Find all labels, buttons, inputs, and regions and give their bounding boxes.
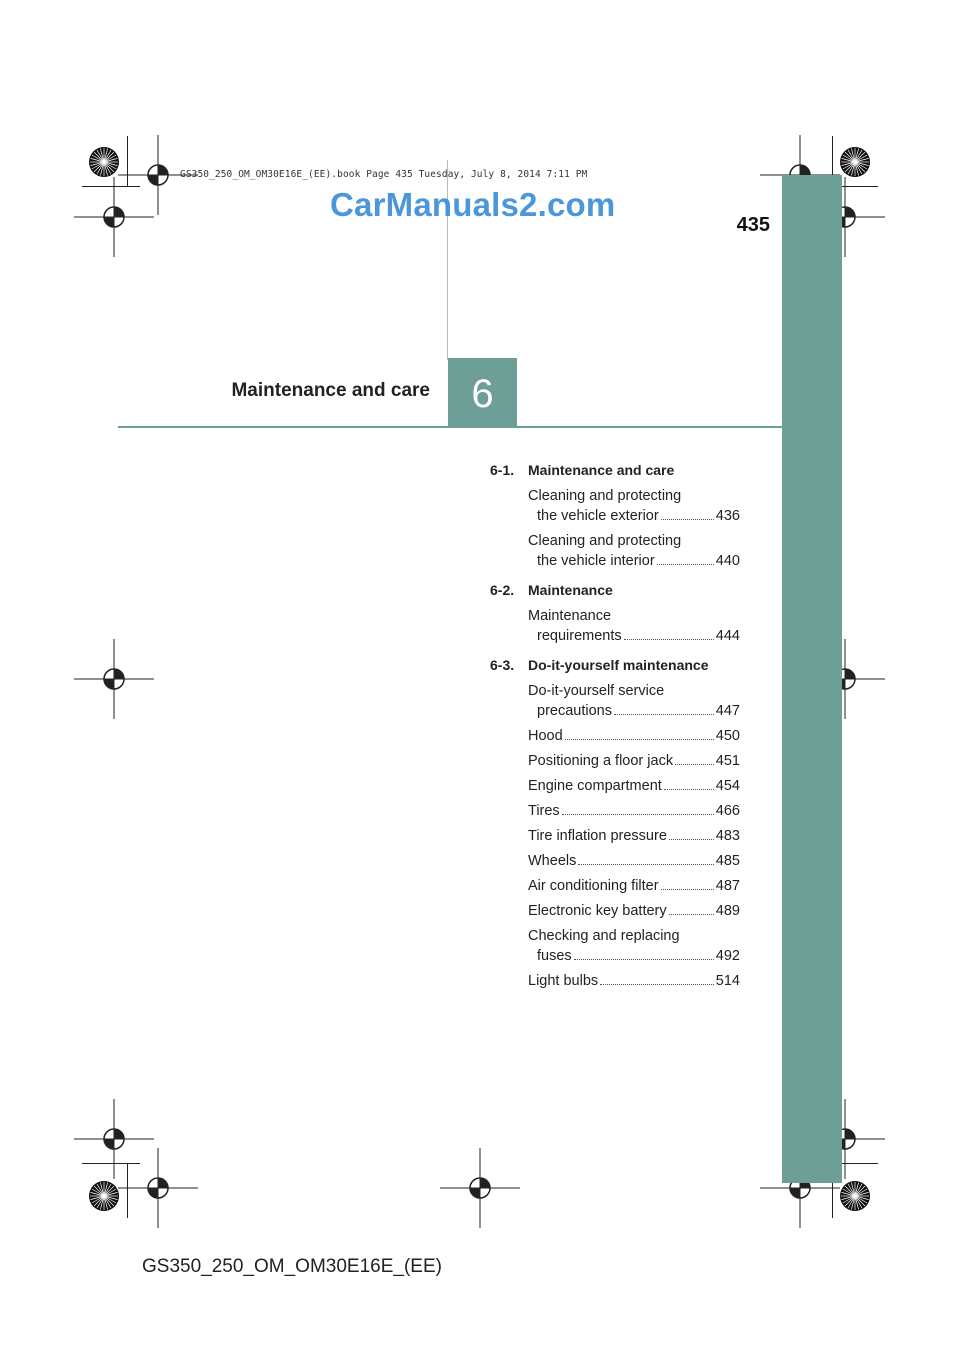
registration-starburst-icon (839, 1180, 871, 1212)
entry-page-number: 483 (715, 828, 740, 844)
entry-title: the vehicle exterior (537, 508, 659, 524)
section-title: Do-it-yourself maintenance (528, 657, 709, 673)
toc-entry[interactable] (490, 926, 740, 966)
toc-section-heading[interactable] (490, 579, 740, 601)
dot-leader (574, 959, 714, 960)
section-number: 6-3. (490, 657, 515, 673)
toc-entry[interactable] (490, 606, 740, 646)
entry-page-number: 514 (715, 973, 740, 989)
entry-title: Air conditioning filter (528, 878, 659, 894)
entry-page-number: 485 (715, 853, 740, 869)
entry-page-number: 447 (715, 703, 740, 719)
table-of-contents (490, 459, 740, 999)
entry-title: fuses (537, 948, 572, 964)
registration-starburst-icon (88, 1180, 120, 1212)
entry-page-number: 440 (715, 553, 740, 569)
registration-starburst-icon (88, 146, 120, 178)
entry-title: Electronic key battery (528, 903, 667, 919)
dot-leader (669, 914, 714, 915)
toc-entry[interactable] (490, 531, 740, 571)
entry-page-number: 487 (715, 878, 740, 894)
toc-entry[interactable] (490, 876, 740, 896)
entry-title: Cleaning and protecting (528, 533, 682, 549)
entry-title: Wheels (528, 853, 577, 869)
chapter-tab-band (782, 175, 842, 1183)
dot-leader (664, 789, 714, 790)
entry-page-number: 466 (715, 803, 740, 819)
registration-crosshair-icon (440, 1148, 520, 1228)
toc-entry[interactable] (490, 971, 740, 991)
section-number: 6-1. (490, 462, 515, 478)
registration-crosshair-icon (118, 1148, 198, 1228)
dot-leader (565, 739, 714, 740)
toc-entry[interactable] (490, 726, 740, 746)
crop-mark (82, 186, 140, 187)
entry-page-number: 454 (715, 778, 740, 794)
entry-page-number: 489 (715, 903, 740, 919)
entry-title: precautions (537, 703, 612, 719)
registration-crosshair-icon (74, 639, 154, 719)
toc-section (490, 654, 740, 991)
registration-crosshair-icon (74, 177, 154, 257)
page-number: 435 (736, 214, 770, 236)
entry-page-number: 492 (715, 948, 740, 964)
entry-title: Tires (528, 803, 560, 819)
dot-leader (669, 839, 714, 840)
toc-entry[interactable] (490, 901, 740, 921)
entry-title: requirements (537, 628, 622, 644)
entry-title: Maintenance (528, 608, 612, 624)
toc-section (490, 579, 740, 646)
print-header: GS350_250_OM_OM30E16E_(EE).book Page 435 Tuesday, July 8, 2014 7:11 PM (180, 169, 588, 180)
dot-leader (661, 519, 714, 520)
footer-document-code: GS350_250_OM_OM30E16E_(EE) (142, 1256, 442, 1277)
dot-leader (661, 889, 714, 890)
toc-entry[interactable] (490, 851, 740, 871)
dot-leader (657, 564, 714, 565)
entry-title: Engine compartment (528, 778, 662, 794)
entry-page-number: 444 (715, 628, 740, 644)
dot-leader (600, 984, 714, 985)
entry-title: the vehicle interior (537, 553, 655, 569)
entry-title: Checking and replacing (528, 928, 680, 944)
crop-mark (82, 1163, 140, 1164)
toc-section (490, 459, 740, 571)
section-title: Maintenance (528, 582, 613, 598)
crop-mark (127, 1163, 128, 1218)
entry-title: Tire inflation pressure (528, 828, 667, 844)
toc-section-heading[interactable] (490, 654, 740, 676)
chapter-number-badge: 6 (448, 358, 517, 427)
entry-page-number: 436 (715, 508, 740, 524)
entry-title: Hood (528, 728, 563, 744)
toc-entry[interactable] (490, 826, 740, 846)
section-title: Maintenance and care (528, 462, 675, 478)
chapter-title: Maintenance and care (231, 380, 430, 401)
toc-entry[interactable] (490, 776, 740, 796)
entry-title: Light bulbs (528, 973, 599, 989)
entry-title: Cleaning and protecting (528, 488, 682, 504)
toc-entry[interactable] (490, 751, 740, 771)
toc-entry[interactable] (490, 486, 740, 526)
toc-section-heading[interactable] (490, 459, 740, 481)
toc-entry[interactable] (490, 801, 740, 821)
section-number: 6-2. (490, 582, 515, 598)
entry-page-number: 451 (715, 753, 740, 769)
entry-title: Do-it-yourself service (528, 683, 665, 699)
toc-entry[interactable] (490, 681, 740, 721)
registration-starburst-icon (839, 146, 871, 178)
dot-leader (578, 864, 713, 865)
watermark-logo: CarManuals2.com (330, 186, 616, 223)
entry-title: Positioning a floor jack (528, 753, 674, 769)
dot-leader (614, 714, 714, 715)
dot-leader (562, 814, 714, 815)
dot-leader (624, 639, 714, 640)
crop-mark (127, 136, 128, 186)
entry-page-number: 450 (715, 728, 740, 744)
dot-leader (675, 764, 714, 765)
